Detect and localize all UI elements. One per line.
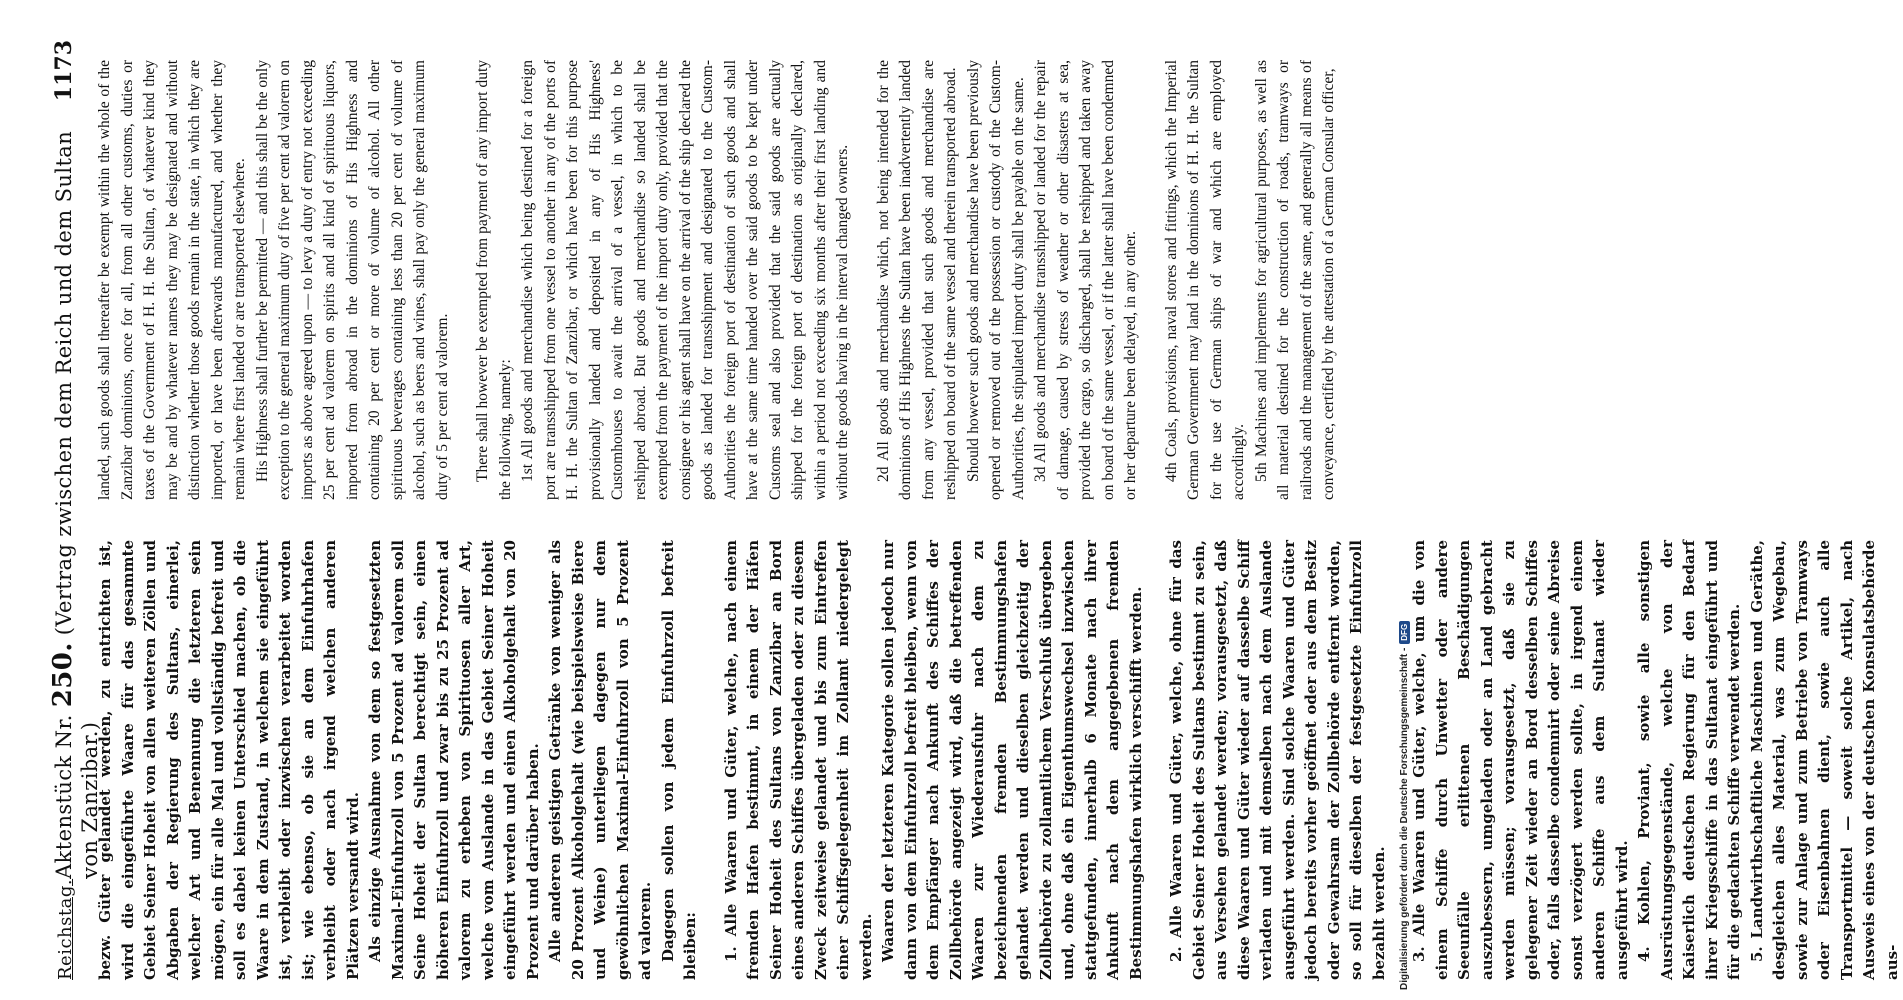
german-paragraph: 4. Kohlen, Proviant, sowie alle sonstigen Ausrüstungsgegenstände, welche von der Kaiserlich deutschen Regierung für den Bedarf ihrer Kriegsschiffe in das Sultanat eingeführt und für die gedachten Schiffe verwendet werden.	[1635, 540, 1743, 980]
dfg-logo: DFG	[1399, 621, 1410, 644]
german-paragraph: Als einzige Ausnahme von dem so festgesetzten Maximal-Einfuhrzoll von 5 Prozent ad valorem soll Seine Hoheit der Sultan berechtigt sein, einen höheren Einfuhrzoll und zwar bis zu 25 Prozent ad valorem zu erheben von Spirituosen aller Art, welche vom Auslande in das Gebiet Seiner Hoheit eingeführt werden und einen Alkoholgehalt von 20 Prozent und darüber haben.	[366, 540, 542, 980]
german-paragraph: 1. Alle Waaren und Güter, welche, nach einem fremden Hafen bestimmt, in einem der Häfen Seiner Hoheit des Sultans von Zanzibar an Bord eines anderen Schiffes übergeladen oder zu diesem Zweck zeitweise gelandet und bis zum Eintreffen einer Schiffsgelegenheit im Zollamt niedergelegt werden.	[721, 540, 875, 980]
header-document-label: Aktenstück Nr.	[52, 714, 76, 879]
german-paragraph: Waaren der letzteren Kategorie sollen jedoch nur dann von dem Einfuhrzoll befreit bleiben, wenn von dem Empfänger nach Ankunft des Schiffes der Zollbehörde angezeigt wird, daß die betreffenden Waaren zur Wiederausfuhr nach dem zu bezeichnenden fremden Bestimmungshafen gelandet werden und dieselben gleichzeitig der Zollbehörde zu zollamtlichem Verschluß übergeben und, ohne daß ein Eigenthumswechsel inzwischen stattgefunden, innerhalb 6 Monate nach ihrer Ankunft nach dem angegebenen fremden Bestimmungshafen wirklich verschifft werden.	[879, 540, 1145, 980]
digitization-credit-strip	[1388, 0, 1412, 1000]
header-document-number: 250.	[48, 642, 78, 708]
english-text-column	[94, 60, 1337, 500]
english-paragraph: 2d All goods and merchandise which, not being intended for the dominions of His Highness the Sultan have been inadvertently landed from any vessel, provided that such goods and merchandise are reshipped on board of the same vessel and therein transported abroad.	[874, 60, 959, 500]
digitization-credit	[1392, 0, 1416, 990]
german-paragraph: 3. Alle Waaren und Güter, welche, um die von einem Schiffe durch Unwetter oder andere Seeunfälle erlittenen Beschädigungen auszubessern, umgeladen oder an Land gebracht werden müssen; vorausgesetzt, daß sie zu gelegener Zeit wieder an Bord desselben Schiffes oder, falls dasselbe condemnirt oder seine Abreise sonst verzögert werden sollte, in irgend einem anderen Schiffe aus dem Sultanat wieder ausgeführt wird.	[1410, 540, 1631, 980]
page-number: 1173	[51, 40, 77, 102]
english-paragraph: 4th Coals, provisions, naval stores and fittings, which the Imperial German Government may land in the dominions of H. H. the Sultan for the use of German ships of war and which are employed accordingly.	[1162, 60, 1247, 500]
english-paragraph: Should however such goods and merchandise have been previously opened or removed out of the possession or custody of the Custom-Authorities, the stipulated import duty shall be payable on the same.	[964, 60, 1027, 500]
english-paragraph: 3d All goods and merchandise transshipped or landed for the repair of damage, caused by stress of weather or other disasters at sea, provided the cargo, so discharged, shall be reshipped and taken away on board of the same vessel, or if the latter shall have been condemned or her departure been delayed, in any other.	[1032, 60, 1139, 500]
german-paragraph: bezw. Güter gelandet werden, zu entrichten ist, wird die eingeführte Waare für das gesammte Gebiet Seiner Hoheit von allen weiteren Zöllen und Abgaben der Regierung des Sultans, einerlei, welcher Art und Benennung die letzteren sein mögen, ein für alle Mal und vollständig befreit und soll es dabei keinen Unterschied machen, ob die Waare in dem Zustand, in welchem sie eingeführt ist, verbleibt oder inzwischen verarbeitet worden ist; wie ebenso, ob sie an dem Einfuhrhafen verbleibt oder nach irgend welchen anderen Plätzen versandt wird.	[96, 540, 362, 980]
german-paragraph: Dagegen sollen von jedem Einfuhrzoll befreit bleiben:	[658, 540, 699, 980]
german-paragraph: 5. Landwirthschaftliche Maschinen und Geräthe, desgleichen alles Material, was zum Wegebau, sowie zur Anlage und zum Betriebe von Tramways oder Eisenbahnen dient, sowie auch alle Transportmittel — soweit solche Artikel, nach Ausweis eines von der deutschen Konsulatsbehörde aus-	[1747, 540, 1901, 980]
english-paragraph: 1st All goods and merchandise which being destined for a foreign port are transshipped from one vessel to another in any of the ports of H. H. the Sultan of Zanzibar, or which have been for this purpose provisionally landed and deposited in any of His Highness' Customhouses to await the arrival of a vessel, in which to be reshipped abroad. But goods and merchandise so landed shall be exempted from the payment of the import duty only, provided that the consignee or his agent shall have on the arrival of the ship declared the goods as landed for transshipment and designated to the Custom-Authorities the foreign port of destination of such goods and shall have at the same time handed over the said goods to be kept under Customs seal and also provided that the said goods are actually shipped for the foreign port of destination as originally declared, within a period not exceeding six months after their first landing and without the goods having in the interval changed owners.	[519, 60, 851, 500]
header-document-title: (Vertrag zwischen dem Reich und dem Sultan von Zanzibar.)	[52, 130, 102, 879]
english-paragraph: landed, such goods shall thereafter be exempt within the whole of the Zanzibar dominions, once for all, from all other customs, duties or taxes of the Government of H. H. the Sultan, of whatever kind they may be and by whatever names they may be designated and without distinction whether those goods remain in the state, in which they are imported, or have been afterwards manufactured, and whether they remain where first landed or are transported elsewhere.	[96, 60, 248, 500]
credit-text: Digitalisierung gefördert durch die Deutsche Forschungsgemeinschaft -	[1398, 647, 1410, 990]
english-paragraph: His Highness shall further be permitted — and this shall be the only exception to the general maximum duty of five per cent ad valorem on imports as above agreed upon — to levy a duty of entry not exceeding 25 per cent ad valorem on spirits and all kind of spirituous liquors, imported from abroad in the dominions of His Highness and containing 20 per cent or more of volume of alcohol. All other spirituous beverages containing less than 20 per cent of volume of alcohol, such as beers and wines, shall pay only the general maximum duty of 5 per cent ad valorem.	[253, 60, 451, 500]
german-paragraph: 2. Alle Waaren und Güter, welche, ohne für das Gebiet Seiner Hoheit des Sultans bestimmt zu sein, aus Versehen gelandet werden; vorausgesetzt, daß diese Waaren und Güter wieder auf dasselbe Schiff verladen und mit demselben nach dem Auslande ausgeführt werden. Sind solche Waaren und Güter jedoch bereits vorher geöffnet oder aus dem Besitz oder Gewahrsam der Zollbehörde entfernt worden, so soll für dieselben der festgesetzte Einfuhrzoll bezahlt werden.	[1167, 540, 1388, 980]
english-paragraph: There shall however be exempted from payment of any import duty the following, namely:	[474, 60, 514, 500]
german-paragraph: Alle anderen geistigen Getränke von weniger als 20 Prozent Alkoholgehalt (wie beispielsweise Biere und Weine) unterliegen dagegen nur dem gewöhnlichen Maximal-Einfuhrzoll von 5 Prozent ad valorem.	[546, 540, 654, 980]
running-header	[48, 40, 102, 980]
english-paragraph: 5th Machines and implements for agricultural purposes, as well as all material destined for the construction of roads, tramways or railroads and the management of the same, and generally all means of conveyance, certified by the attestation of a German Consular officer,	[1252, 60, 1337, 500]
header-left: Reichstag.	[55, 878, 76, 980]
